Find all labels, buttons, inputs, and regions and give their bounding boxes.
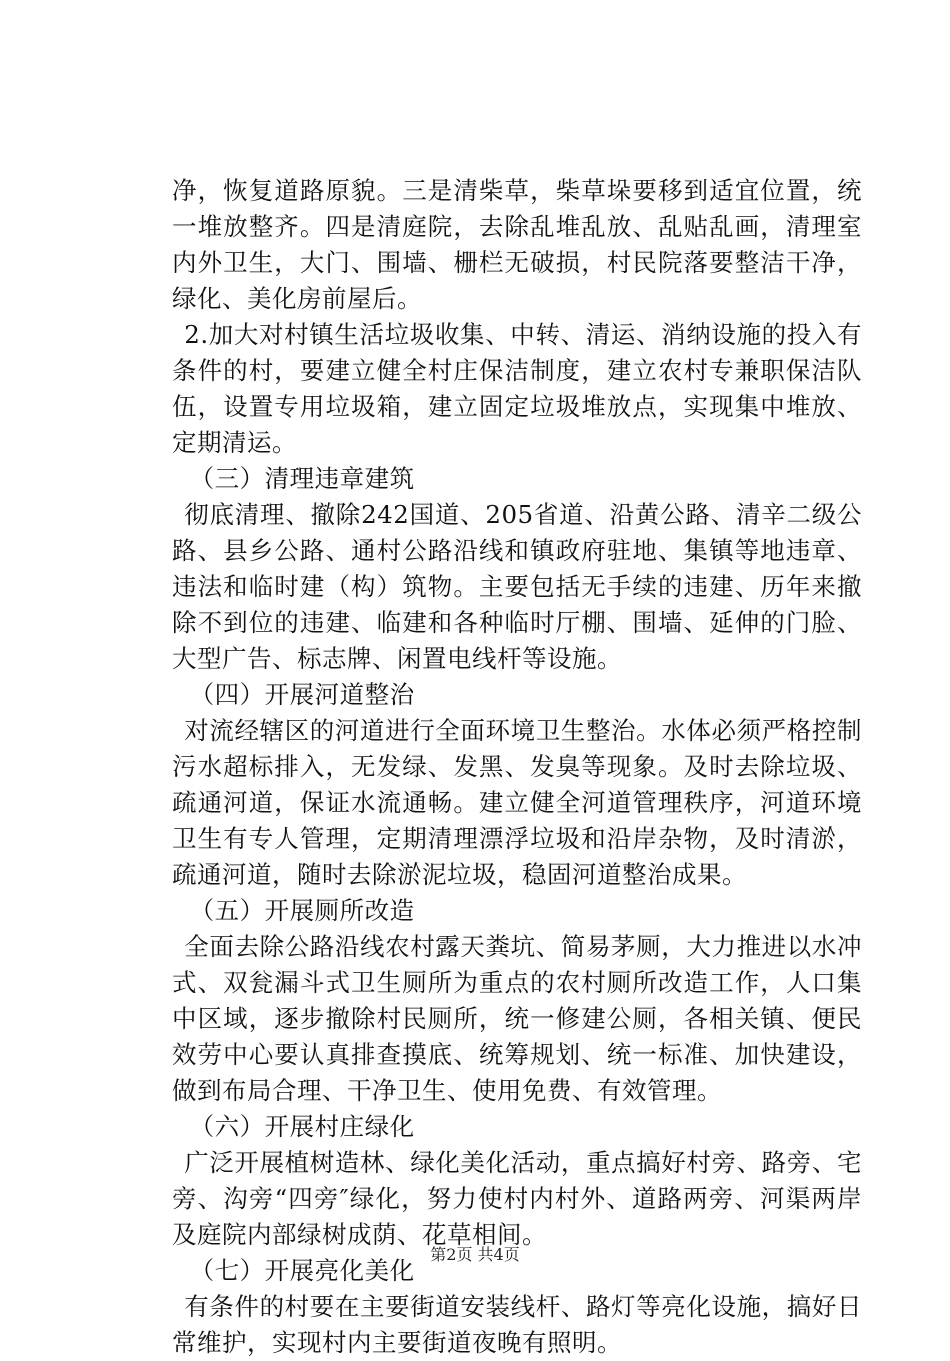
paragraph-continuation: 净，恢复道路原貌。三是清柴草，柴草垛要移到适宜位置，统一堆放整齐。四是清庭院，去除乱堆乱放、乱贴乱画，清理室内外卫生，大门、围墙、栅栏无破损，村民院落要整洁干净，绿化、美化房前屋后。 bbox=[172, 176, 862, 313]
paragraph-garbage-facilities: 2.加大对村镇生活垃圾收集、中转、清运、消纳设施的投入有条件的村，要建立健全村庄保洁制度，建立农村专兼职保洁队伍，设置专用垃圾箱，建立固定垃圾堆放点，实现集中堆放、定期清运。 bbox=[172, 320, 862, 457]
paragraph-river-cleanup: 对流经辖区的河道进行全面环境卫生整治。水体必须严格控制污水超标排入，无发绿、发黑、发臭等现象。及时去除垃圾、疏通河道，保证水流通畅。建立健全河道管理秩序，河道环境卫生有专人管理，定期清理漂浮垃圾和沿岸杂物，及时清淤，疏通河道，随时去除淤泥垃圾，稳固河道整治成果。 bbox=[172, 716, 862, 889]
section-heading-3: （三）清理违章建筑 bbox=[189, 464, 415, 493]
section-heading-5: （五）开展厕所改造 bbox=[189, 896, 415, 925]
paragraph-toilet-renovation: 全面去除公路沿线农村露天粪坑、简易茅厕，大力推进以水冲式、双瓮漏斗式卫生厕所为重点的农村厕所改造工作，人口集中区域，逐步撤除村民厕所，统一修建公厕，各相关镇、便民效劳中心要认真排查摸底、统筹规划、统一标准、加快建设，做到布局合理、干净卫生、使用免费、有效管理。 bbox=[172, 932, 862, 1105]
paragraph-lighting: 有条件的村要在主要街道安装线杆、路灯等亮化设施，搞好日常维护，实现村内主要街道夜晚有照明。 bbox=[172, 1292, 862, 1357]
section-heading-7: （七）开展亮化美化 bbox=[189, 1256, 415, 1285]
section-heading-6: （六）开展村庄绿化 bbox=[189, 1112, 415, 1141]
paragraph-illegal-buildings: 彻底清理、撤除242国道、205省道、沿黄公路、清辛二级公路、县乡公路、通村公路沿线和镇政府驻地、集镇等地违章、违法和临时建（构）筑物。主要包括无手续的违建、历年来撤除不到位的违建、临建和各种临时厅棚、围墙、延伸的门脸、大型广告、标志牌、闲置电线杆等设施。 bbox=[172, 500, 862, 673]
paragraph-village-greening: 广泛开展植树造林、绿化美化活动，重点搞好村旁、路旁、宅旁、沟旁“四旁″绿化，努力使村内村外、道路两旁、河渠两岸及庭院内部绿树成荫、花草相间。 bbox=[172, 1148, 862, 1249]
section-heading-4: （四）开展河道整治 bbox=[189, 680, 415, 709]
document-body bbox=[172, 173, 862, 1361]
page-number-footer: 第2页 共4页 bbox=[430, 1245, 520, 1264]
